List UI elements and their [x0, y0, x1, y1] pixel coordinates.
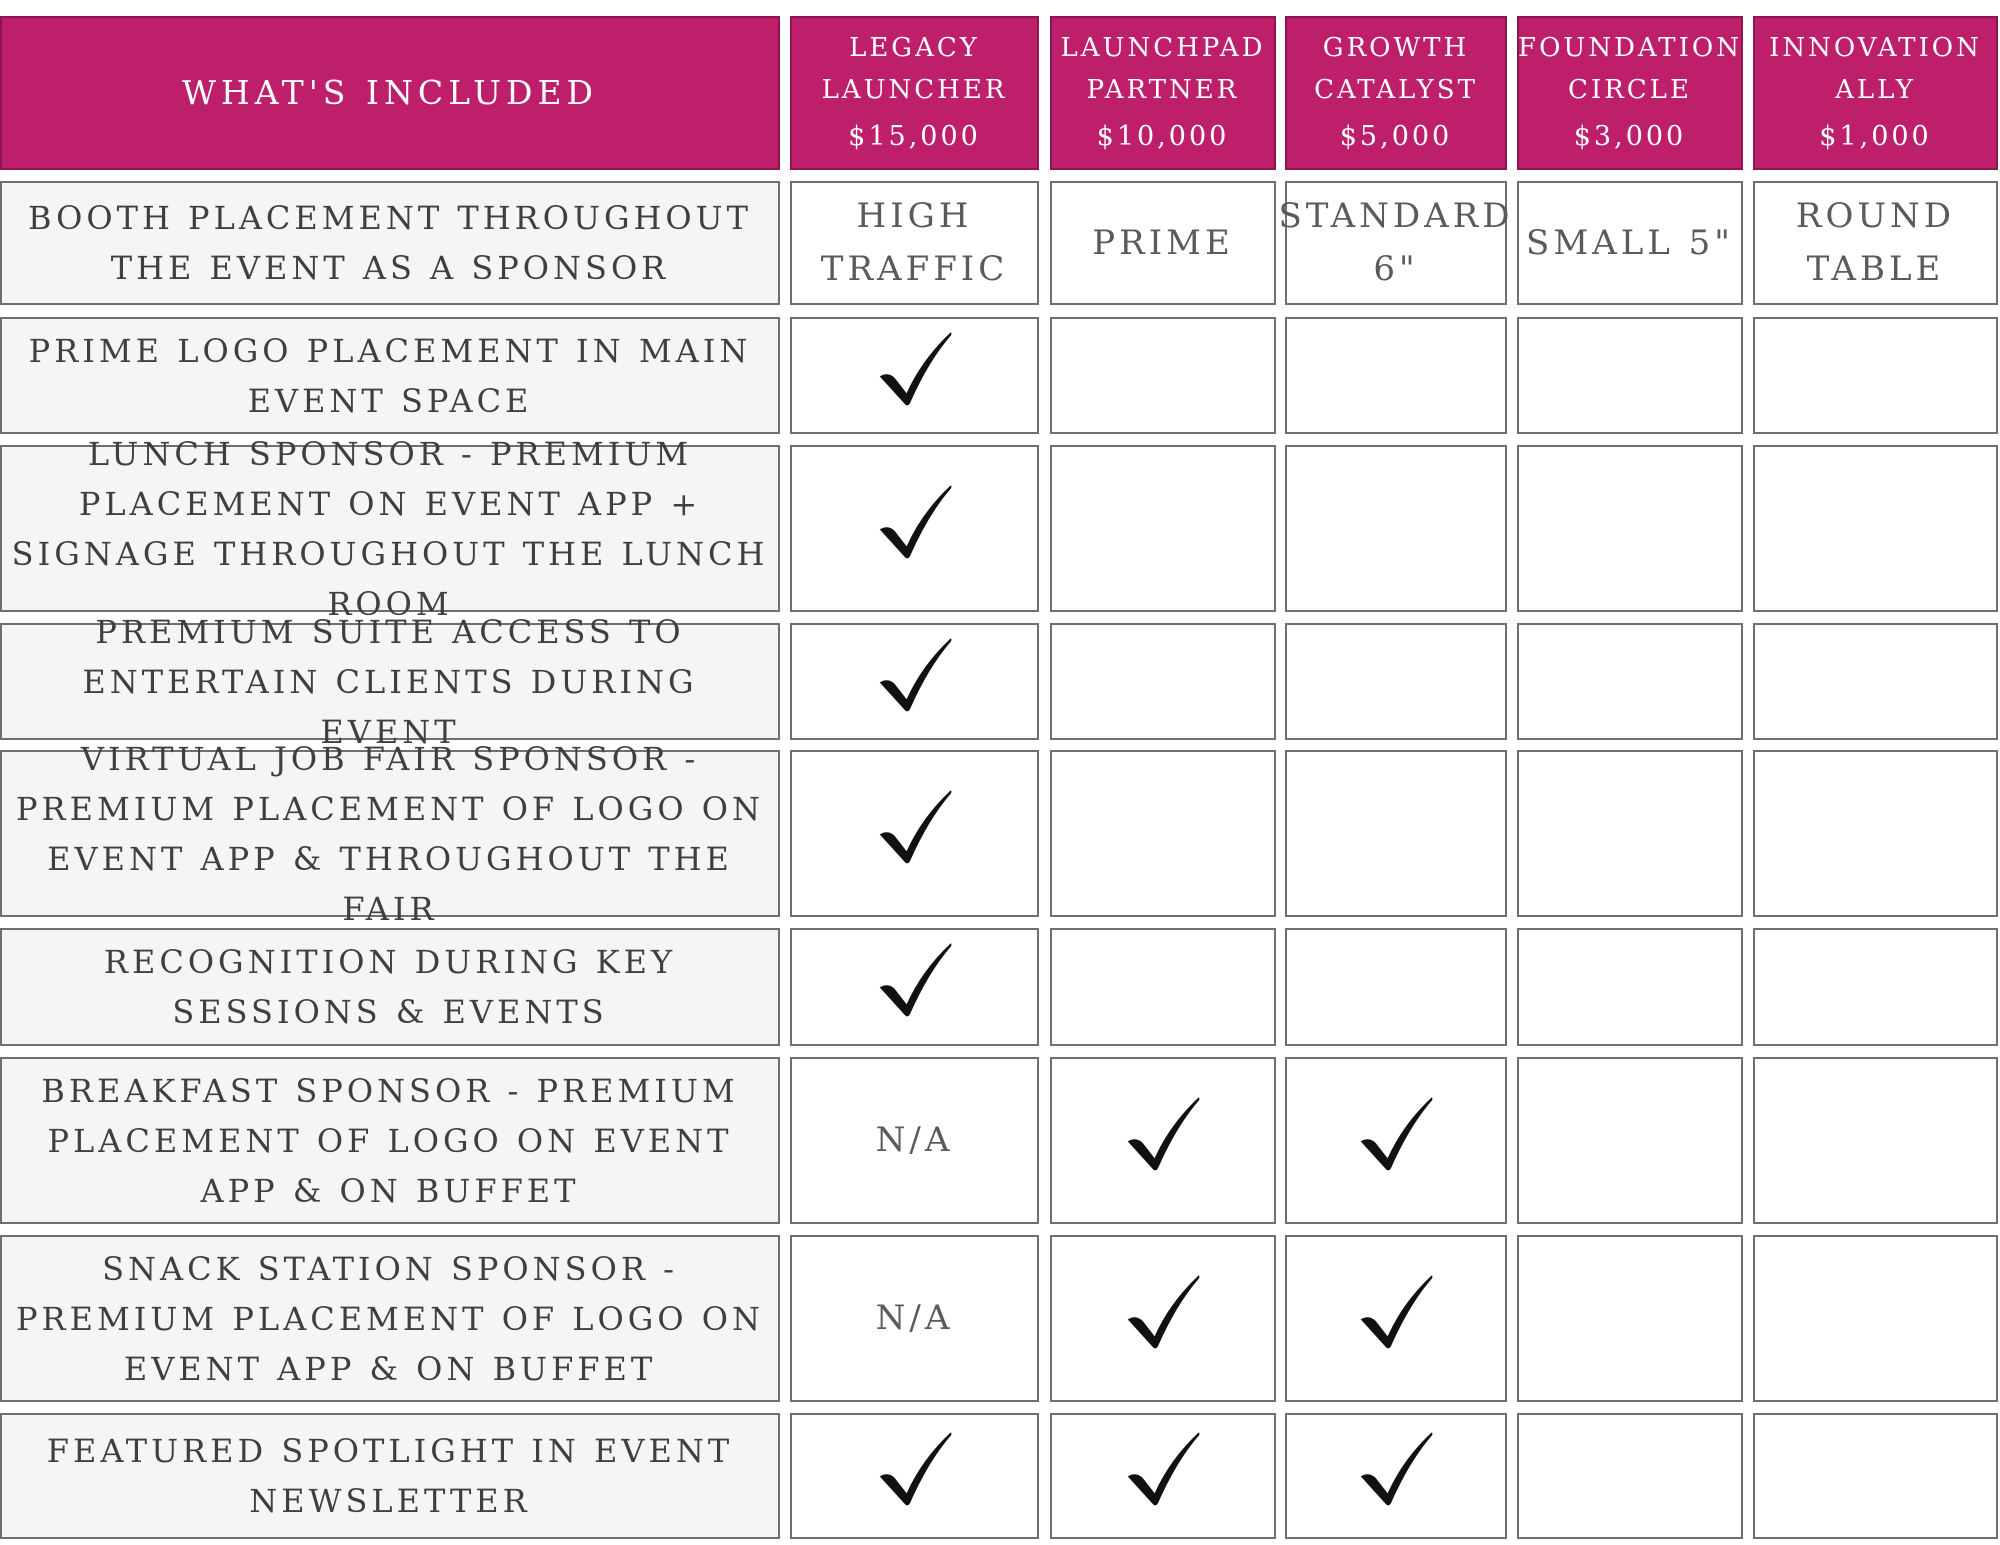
tier-name: LEGACY LAUNCHER — [821, 33, 1008, 105]
tier-cell — [790, 1057, 1039, 1224]
tier-cell — [790, 623, 1039, 740]
tier-cell — [1278, 181, 1514, 305]
cell-value: HIGH TRAFFIC — [820, 196, 1009, 289]
cell-value: STANDARD 6" — [1278, 196, 1514, 289]
tier-cell — [1050, 317, 1276, 434]
cell-value: ROUND TABLE — [1795, 196, 1956, 289]
tier-price: $10,000 — [1096, 121, 1230, 152]
tier-cell — [1285, 623, 1507, 740]
tier-cell — [1517, 181, 1743, 305]
feature-label: BOOTH PLACEMENT THROUGHOUT THE EVENT AS A SPONSOR — [0, 181, 780, 305]
tier-cell — [1517, 1235, 1743, 1402]
checkmark-icon — [870, 632, 960, 732]
tier-cell — [790, 1235, 1039, 1402]
tier-name: GROWTH CATALYST — [1314, 33, 1478, 105]
tier-cell — [1050, 623, 1276, 740]
checkmark-icon — [870, 784, 960, 884]
tier-cell — [1753, 1413, 1998, 1539]
tier-cell — [1517, 623, 1743, 740]
tier-cell — [1285, 750, 1507, 917]
feature-label: PREMIUM SUITE ACCESS TO ENTERTAIN CLIENTS DURING EVENT — [0, 623, 780, 740]
tier-cell — [1285, 317, 1507, 434]
tier-cell — [1050, 928, 1276, 1046]
tier-header-2 — [1050, 16, 1276, 170]
checkmark-icon — [1118, 1269, 1208, 1369]
tier-name: LAUNCHPAD PARTNER — [1060, 33, 1266, 105]
feature-label: FEATURED SPOTLIGHT IN EVENT NEWSLETTER — [0, 1413, 780, 1539]
tier-cell — [1753, 623, 1998, 740]
tier-header-4 — [1517, 16, 1743, 170]
feature-label: LUNCH SPONSOR - PREMIUM PLACEMENT ON EVENT APP + SIGNAGE THROUGHOUT THE LUNCH ROOM — [0, 445, 780, 612]
tier-header-5 — [1753, 16, 1998, 170]
tier-cell — [790, 445, 1039, 612]
tier-header-1 — [790, 16, 1039, 170]
checkmark-icon — [1118, 1091, 1208, 1191]
tier-price: $1,000 — [1819, 121, 1932, 152]
tier-price: $3,000 — [1573, 121, 1687, 152]
checkmark-icon — [870, 937, 960, 1037]
tier-cell — [790, 181, 1039, 305]
tier-cell — [1285, 1413, 1507, 1539]
checkmark-icon — [1351, 1426, 1441, 1526]
cell-value: N/A — [875, 1298, 954, 1338]
tier-cell — [1753, 928, 1998, 1046]
tier-cell — [1285, 928, 1507, 1046]
tier-cell — [1050, 1057, 1276, 1224]
checkmark-icon — [1351, 1269, 1441, 1369]
tier-cell — [1285, 1235, 1507, 1402]
checkmark-icon — [870, 1426, 960, 1526]
tier-cell — [1050, 445, 1276, 612]
tier-cell — [1050, 1235, 1276, 1402]
tier-cell — [790, 928, 1039, 1046]
checkmark-icon — [870, 479, 960, 579]
tier-cell — [1517, 1057, 1743, 1224]
header-features-label-text: WHAT'S INCLUDED — [182, 73, 598, 112]
tier-name: INNOVATION ALLY — [1769, 33, 1982, 105]
tier-cell — [1517, 750, 1743, 917]
tier-cell — [1753, 1235, 1998, 1402]
tier-header-3 — [1285, 16, 1507, 170]
tier-price: $15,000 — [848, 121, 981, 152]
tier-cell — [1517, 928, 1743, 1046]
feature-label: RECOGNITION DURING KEY SESSIONS & EVENTS — [0, 928, 780, 1046]
tier-cell — [1753, 445, 1998, 612]
tier-cell — [1050, 1413, 1276, 1539]
tier-cell — [1285, 445, 1507, 612]
tier-cell — [1753, 181, 1998, 305]
feature-label: SNACK STATION SPONSOR - PREMIUM PLACEMENT OF LOGO ON EVENT APP & ON BUFFET — [0, 1235, 780, 1402]
tier-cell — [1517, 317, 1743, 434]
tier-cell — [1517, 445, 1743, 612]
tier-cell — [1753, 750, 1998, 917]
tier-name: FOUNDATION CIRCLE — [1518, 33, 1742, 105]
feature-label: PRIME LOGO PLACEMENT IN MAIN EVENT SPACE — [0, 317, 780, 434]
tier-cell — [1753, 317, 1998, 434]
checkmark-icon — [870, 326, 960, 426]
feature-label: VIRTUAL JOB FAIR SPONSOR - PREMIUM PLACEMENT OF LOGO ON EVENT APP & THROUGHOUT THE FAIR — [0, 750, 780, 917]
cell-value: SMALL 5" — [1526, 222, 1734, 263]
tier-cell — [1517, 1413, 1743, 1539]
cell-value: N/A — [875, 1120, 954, 1160]
checkmark-icon — [1351, 1091, 1441, 1191]
tier-cell — [790, 317, 1039, 434]
feature-label: BREAKFAST SPONSOR - PREMIUM PLACEMENT OF LOGO ON EVENT APP & ON BUFFET — [0, 1057, 780, 1224]
tier-cell — [1050, 750, 1276, 917]
tier-cell — [790, 750, 1039, 917]
tier-price: $5,000 — [1339, 121, 1453, 152]
tier-cell — [1050, 181, 1276, 305]
tier-cell — [790, 1413, 1039, 1539]
header-features-label — [0, 16, 780, 170]
tier-cell — [1753, 1057, 1998, 1224]
checkmark-icon — [1118, 1426, 1208, 1526]
tier-cell — [1285, 1057, 1507, 1224]
cell-value: PRIME — [1092, 222, 1234, 263]
